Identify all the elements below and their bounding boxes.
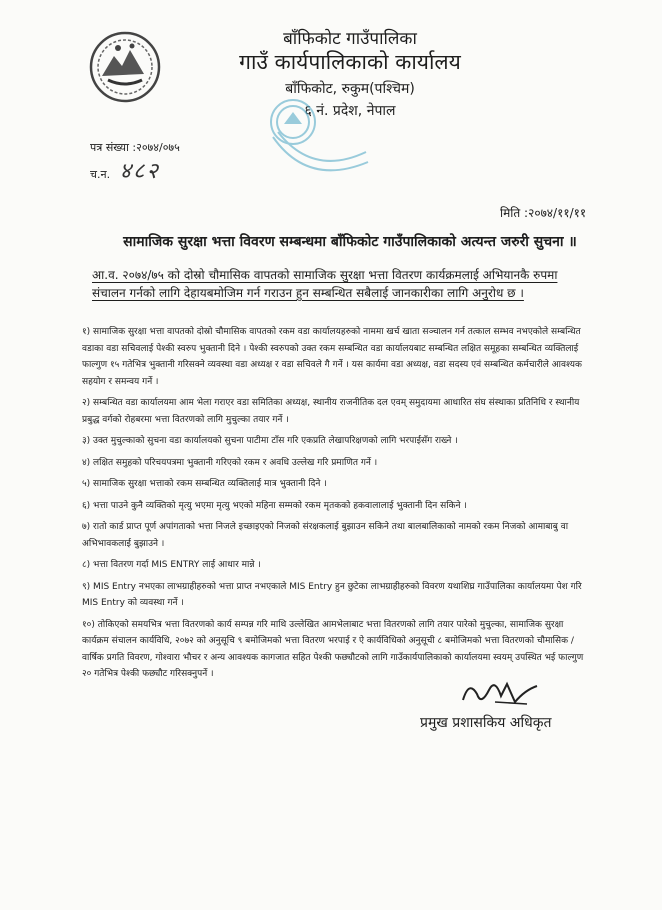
dispatch-number: ४८२	[119, 159, 160, 184]
list-item: १) सामाजिक सुरक्षा भत्ता वापतको दोस्रो चौमासिक वापतको रकम वडा कार्यालयहरुको नाममा खर्च खाता सञ्चालन गर्न तत्काल सम्भव नभएकोले सम्बन्धित वडाका वडा सचिवलाई पेश्की स्वरुप भुक्तानी दिने । पेश्की स्वरुपको उक्त रकम सम्बन्धित वडा कार्यालयबाट सम्बन्धित लक्षित समूहका सम्बन्धित व्यक्तिलाई फाल्गुण १५ गतेभित्र भुक्तानी गरिसक्ने व्यवस्था वडा अध्यक्ष र वडा सचिवले गै गर्ने । यस कार्यमा वडा अध्यक्ष, वडा सदस्य एवं सम्बन्धित कर्मचारीले आवश्यक सहयोग र समन्वय गर्ने ।	[82, 327, 582, 387]
office-address: बाँफिकोट, रुकुम(पश्चिम)	[285, 81, 415, 97]
list-item: ४) लक्षित समुहको परिचयपत्रमा भुक्तानी गरिएको रकम र अवधि उल्लेख गरि प्रमाणित गर्ने ।	[82, 457, 378, 468]
list-item: ८) भत्ता वितरण गर्दा MIS ENTRY लाई आधार मान्ने ।	[82, 560, 261, 570]
list-item: ९) MIS Entry नभएका लाभग्राहीहरुको भत्ता प्राप्त नभएकाले MIS Entry हुन छुटेका लाभग्राहीहरुको विवरण यथाशिघ्र गाउँपालिका कार्यालयमा पेश गरि MIS Entry को व्यवस्था गर्ने ।	[82, 581, 582, 608]
list-item: ५) सामाजिक सुरक्षा भत्ताको रकम सम्बन्धित व्यक्तिलाई मात्र भुक्तानी दिने ।	[82, 479, 327, 489]
dispatch-label: च.न.	[90, 168, 111, 181]
list-item: ६) भत्ता पाउने कुनै व्यक्तिको मृत्यु भएमा मृत्यु भएको महिना सम्मको रकम मृतकको हकवालालाई भुक्तानी दिन सकिने ।	[82, 500, 467, 511]
instruction-list	[82, 324, 592, 688]
signature	[455, 672, 545, 712]
list-item: ७) रातो कार्ड प्राप्त पूर्ण अपांगताको भत्ता निजले इच्छाइएको निजको संरक्षकलाई बुझाउन सकिने तथा बालबालिकाको नामको रकम निजको आमाबाबु वा अभिभावकलाई बुझाउने ।	[82, 522, 569, 549]
office-name: गाउँ कार्यपालिकाको कार्यालय	[239, 50, 461, 74]
signatory-designation: प्रमुख प्रशासकिय अधिकृत	[420, 715, 552, 731]
letter-date: मिति :२०७४/११/११	[500, 206, 587, 220]
notice-subject: सामाजिक सुरक्षा भत्ता विवरण सम्बन्धमा बाँफिकोट गाउँपालिकाको अत्यन्त जरुरी सुचना ॥	[123, 234, 577, 250]
list-item: १०) तोकिएको समयभित्र भत्ता वितरणको कार्य सम्पन्न गरि माथि उल्लेखित आमभेलाबाट भत्ता वितरणको लागि तयार पारेको मुचुल्का, सामाजिक सुरक्षा कार्यक्रम संचालन कार्यविधि, २०७२ को अनुसूचि ९ बमोजिमको भत्ता वितरण भरपाई र ऐ कार्यविधिको अनुसूची ८ बमोजिमको भत्ता वितरणको चौमासिक /वार्षिक प्रगति विवरण, गोश्वारा भौचर र अन्य आवश्यक कागजात सहित पेश्की फछ्यौटको लागि गाउँकार्यपालिकाको कार्यालयमा स्वयम् उपस्थित भई फाल्गुण २० गतेभित्र पेश्की फछ्यौट गरिसक्नुपर्ने ।	[82, 619, 584, 679]
nepal-emblem-icon	[88, 30, 162, 104]
list-item: २) सम्बन्धित वडा कार्यालयमा आम भेला गराएर वडा समितिका अध्यक्ष, स्थानीय राजनीतिक दल एवम् समुदायमा आधारित संघ संस्थाका प्रतिनिधि र स्थानीय प्रबुद्ध वर्गको रोहबरमा भत्ता वितरणको लागि मुचुल्का तयार गर्ने ।	[82, 398, 580, 425]
letter-number: पत्र संख्या :२०७४/०७५	[90, 141, 180, 154]
office-stamp	[248, 92, 388, 182]
list-item: ३) उक्त मुचुल्काको सुचना वडा कार्यालयको सुचना पाटीमा टाँस गरि एकप्रति लेखापरिक्षणको लागि भरपाईसँग राख्ने ।	[82, 436, 458, 446]
province-line: ६ नं. प्रदेश, नेपाल	[304, 103, 396, 119]
dispatch-number-row	[90, 155, 160, 185]
notice-intro: आ.व. २०७४/७५ को दोस्रो चौमासिक वापतको सामाजिक सुरक्षा भत्ता वितरण कार्यक्रमलाई अभियानकै रुपमा संचालन गर्नको लागि देहायबमोजिम गर्न गराउन हुन सम्बन्धित सबैलाई जानकारीका लागि अनुरोध छ ।	[92, 268, 558, 300]
municipality-name: बाँफिकोट गाउँपालिका	[283, 29, 417, 49]
